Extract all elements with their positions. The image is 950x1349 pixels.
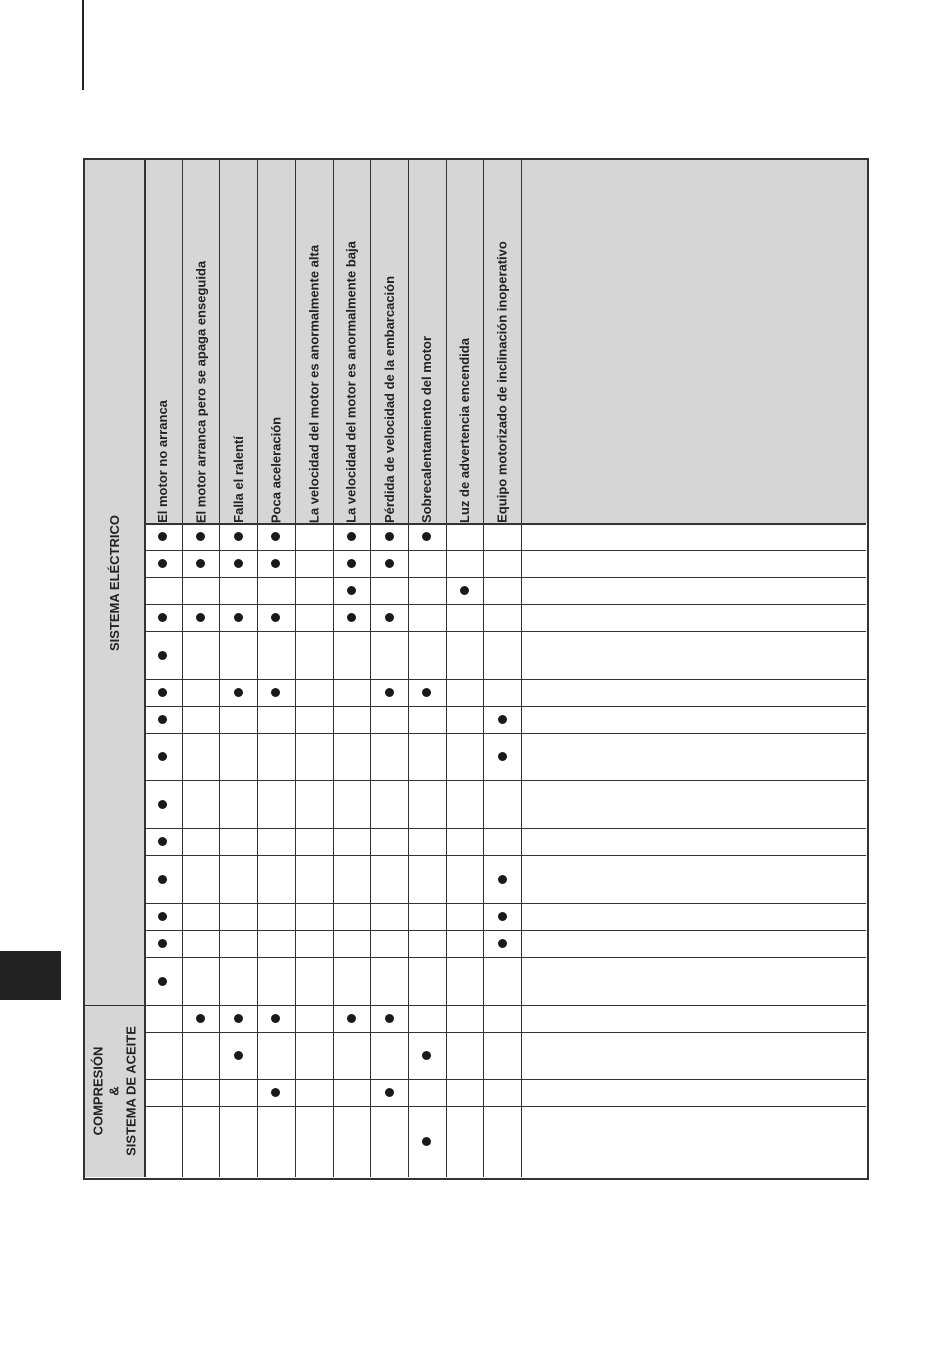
row-divider — [144, 577, 866, 578]
mark-dot — [385, 559, 394, 568]
symptom-label: La velocidad del motor es anormalmente baja — [343, 240, 359, 523]
section-tab-marker — [0, 951, 61, 1000]
troubleshooting-table — [83, 158, 869, 1180]
symptom-label: Equipo motorizado de inclinación inoperativo — [494, 240, 510, 523]
mark-dot — [498, 912, 507, 921]
row-divider — [144, 903, 866, 904]
mark-dot — [347, 613, 356, 622]
mark-dot — [158, 977, 167, 986]
mark-dot — [385, 613, 394, 622]
mark-dot — [271, 1014, 280, 1023]
mark-dot — [385, 1014, 394, 1023]
symptom-label: Sobrecalentamiento del motor — [419, 335, 435, 523]
mark-dot — [158, 688, 167, 697]
row-divider — [144, 1079, 866, 1080]
column-divider — [295, 160, 296, 1177]
mark-dot — [271, 688, 280, 697]
group-header-electric — [85, 160, 144, 1005]
symptom-label: Pérdida de velocidad de la embarcación — [381, 275, 397, 523]
column-divider — [144, 160, 146, 1177]
row-divider — [144, 855, 866, 856]
mark-dot — [271, 532, 280, 541]
column-divider — [182, 160, 183, 1177]
mark-dot — [158, 651, 167, 660]
column-divider — [370, 160, 371, 1177]
mark-dot — [158, 912, 167, 921]
mark-dot — [234, 1051, 243, 1060]
mark-dot — [158, 532, 167, 541]
row-divider — [144, 957, 866, 958]
row-divider — [144, 1106, 866, 1107]
column-divider — [219, 160, 220, 1177]
mark-dot — [347, 559, 356, 568]
mark-dot — [422, 1051, 431, 1060]
row-divider — [144, 604, 866, 605]
mark-dot — [385, 532, 394, 541]
mark-dot — [196, 559, 205, 568]
mark-dot — [158, 939, 167, 948]
column-divider — [483, 160, 484, 1177]
mark-dot — [234, 532, 243, 541]
mark-dot — [498, 752, 507, 761]
group-header-compression — [85, 1005, 144, 1177]
mark-dot — [460, 586, 469, 595]
row-divider — [144, 631, 866, 632]
column-divider — [257, 160, 258, 1177]
mark-dot — [196, 613, 205, 622]
group-title-compression — [90, 1026, 139, 1156]
mark-dot — [234, 559, 243, 568]
mark-dot — [422, 688, 431, 697]
mark-dot — [271, 613, 280, 622]
mark-dot — [158, 800, 167, 809]
group-title-compression-line: COMPRESIÓN — [90, 1046, 106, 1136]
row-divider — [144, 733, 866, 734]
row-divider — [144, 780, 866, 781]
column-divider — [408, 160, 409, 1177]
mark-dot — [271, 559, 280, 568]
group-title-compression-line: & — [106, 1086, 122, 1096]
row-divider — [144, 679, 866, 680]
row-divider — [85, 1005, 866, 1006]
mark-dot — [158, 837, 167, 846]
column-divider — [333, 160, 334, 1177]
column-divider — [521, 160, 522, 1177]
row-divider — [144, 523, 866, 525]
page-margin-rule — [82, 0, 84, 90]
mark-dot — [498, 715, 507, 724]
mark-dot — [498, 939, 507, 948]
mark-dot — [196, 1014, 205, 1023]
mark-dot — [385, 688, 394, 697]
mark-dot — [347, 1014, 356, 1023]
mark-dot — [498, 875, 507, 884]
group-title-electric: SISTEMA ELÉCTRICO — [106, 514, 122, 651]
mark-dot — [158, 559, 167, 568]
row-divider — [144, 706, 866, 707]
mark-dot — [271, 1088, 280, 1097]
mark-dot — [422, 532, 431, 541]
symptom-label: Falla el ralentí — [230, 435, 246, 523]
symptom-label: El motor arranca pero se apaga enseguida — [193, 260, 209, 523]
mark-dot — [158, 752, 167, 761]
mark-dot — [234, 613, 243, 622]
mark-dot — [234, 1014, 243, 1023]
mark-dot — [158, 715, 167, 724]
mark-dot — [234, 688, 243, 697]
group-title-compression-line: SISTEMA DE ACEITE — [122, 1026, 138, 1156]
mark-dot — [385, 1088, 394, 1097]
column-divider — [446, 160, 447, 1177]
symptom-label: Luz de advertencia encendida — [456, 337, 472, 523]
mark-dot — [347, 586, 356, 595]
symptom-label: Poca aceleración — [268, 416, 284, 523]
row-divider — [144, 828, 866, 829]
mark-dot — [158, 875, 167, 884]
row-divider — [144, 1032, 866, 1033]
symptom-label: El motor no arranca — [155, 399, 171, 523]
row-divider — [144, 550, 866, 551]
row-divider — [144, 930, 866, 931]
mark-dot — [422, 1137, 431, 1146]
symptom-label: La velocidad del motor es anormalmente alta — [306, 244, 322, 523]
mark-dot — [347, 532, 356, 541]
mark-dot — [196, 532, 205, 541]
mark-dot — [158, 613, 167, 622]
